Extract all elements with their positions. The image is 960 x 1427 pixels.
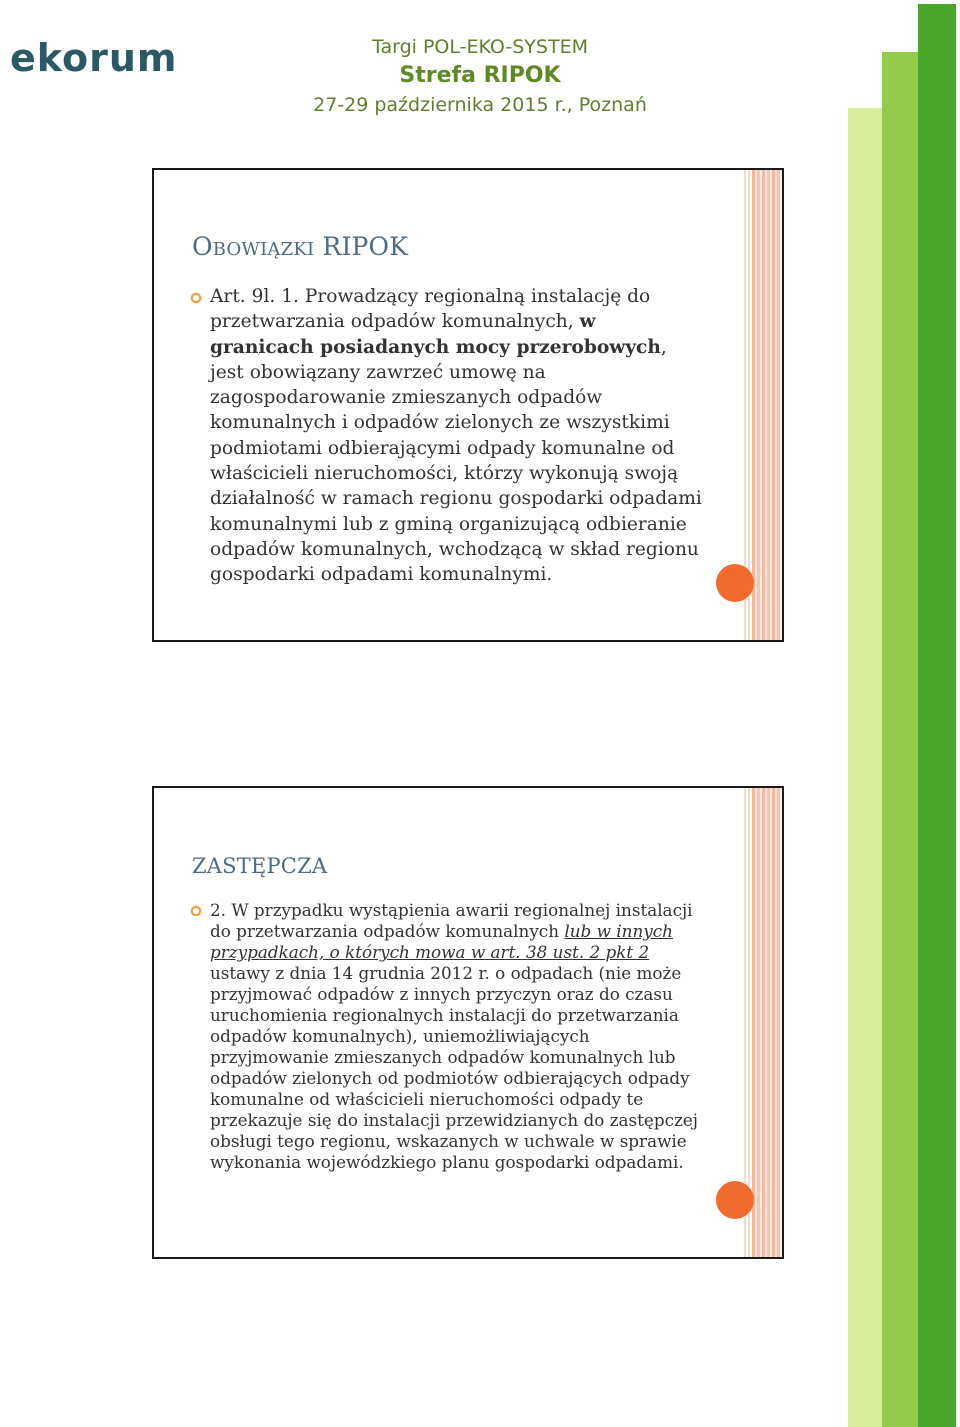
ekorum-logo [10, 34, 220, 82]
bullet-icon [190, 292, 202, 304]
decor-stripe-dark [918, 4, 956, 1427]
event-date: 27-29 października 2015 r., Poznań [313, 94, 647, 116]
slide-decor-bars [752, 788, 782, 1257]
orange-dot-icon [716, 1181, 754, 1219]
body-text-underlined: lub w innych przypadkach, o których mowa w art. 38 ust. 2 pkt 2 [210, 921, 673, 962]
body-text-b: ustawy z dnia 14 grudnia 2012 r. o odpadach (nie może przyjmować odpadów z innych przyczyn oraz do czasu uruchomienia regionalnych instalacji do przetwarzania odpadów komunalnych), uniemożliwiających przyjmowanie zmieszanych odpadów komunalnych lub odpadów zielonych od podmiotów odbierających odpady komunalne od właścicieli nieruchomości odpady te przekazuje się do instalacji przewidzianych do zastępczej obsługi tego regionu, wskazanych w uchwale w sprawie wykonania wojewódzkiego planu gospodarki odpadami. [210, 963, 698, 1172]
event-zone: Strefa RIPOK [399, 63, 561, 88]
logo-text: ekorum [10, 36, 178, 80]
slide-title: Obowiązki RIPOK [192, 232, 409, 261]
body-text-a: Art. 9l. 1. Prowadzący regionalną instalację do przetwarzania odpadów komunalnych, [210, 286, 651, 333]
body-text-b: , jest obowiązany zawrzeć umowę na zagospodarowanie zmieszanych odpadów komunalnych i odpadów zielonych ze wszystkimi podmiotami odbierającymi odpady komunalne od właścicieli nieruchomości, którzy wykonują swoją działalność w ramach regionu gospodarki odpadami komunalnymi lub z gminą organizującą odbieranie odpadów komunalnych, wchodzącą w skład regionu gospodarki odpadami komunalnymi. [210, 336, 702, 586]
decor-stripe-light [848, 108, 882, 1427]
bullet-icon [190, 905, 202, 917]
body-text-a: 2. W przypadku wystąpienia awarii regionalnej instalacji do przetwarzania odpadów komunalnych [210, 900, 693, 941]
slide-zastepcza [152, 786, 784, 1259]
orange-dot-icon [716, 564, 754, 602]
decor-stripe-mid [882, 52, 918, 1427]
body-text-bold: w granicach posiadanych mocy przerobowych [210, 311, 661, 358]
event-name: Targi POL-EKO-SYSTEM [372, 36, 588, 58]
slide-title: ZASTĘPCZA [192, 854, 328, 878]
slide-body [210, 284, 702, 588]
slide-body [210, 900, 702, 1173]
slide-obowiazki [152, 168, 784, 642]
slide-decor-bars [752, 170, 782, 640]
